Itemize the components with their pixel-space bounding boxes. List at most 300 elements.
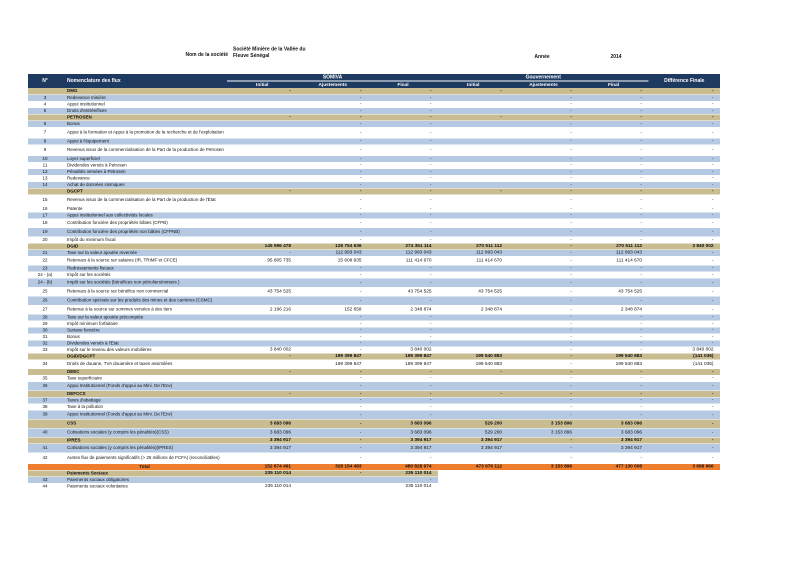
flux-row [28, 127, 720, 138]
flux-row [28, 145, 720, 156]
cell-value: - [298, 278, 369, 287]
flux-row [28, 305, 720, 314]
cell-label: Retenues à la source sur bénéfice non commercial [62, 287, 227, 296]
cell-value: - [649, 391, 721, 398]
cell-label: Appui Institutionnel (Fonds d'appui au Mini. De l'Env) [62, 382, 227, 391]
cell-value: - [649, 175, 721, 182]
cell-value: - [649, 121, 721, 128]
cell-value: 2 348 874 [368, 305, 438, 314]
cell-value: - [368, 101, 438, 108]
cell-value: - [298, 340, 369, 347]
cell-num: 39 [28, 410, 62, 419]
cell-value: 3 683 096 [368, 419, 438, 428]
cell-value [227, 360, 298, 369]
cell-num: 4 [28, 101, 62, 108]
cell-value: - [368, 127, 438, 138]
cell-value: - [579, 453, 649, 464]
cell-label: Impôt sur le revenu des valeurs mobilières [62, 347, 227, 354]
cell-value: - [298, 419, 369, 428]
cell-value [227, 382, 298, 391]
cell-value: - [368, 237, 438, 244]
cell-value: 111 414 670 [438, 256, 509, 265]
cell-value: - [298, 404, 369, 411]
cell-num: 23 [28, 265, 62, 272]
cell-value: 3 683 096 [579, 428, 649, 437]
header-somiva-initial: Initial [227, 81, 298, 88]
cell-value: - [368, 296, 438, 305]
cell-value: - [649, 334, 721, 341]
cell-value: - [649, 327, 721, 334]
cell-value [438, 382, 509, 391]
cell-value: - [579, 391, 649, 398]
cell-value: 199 540 883 [438, 360, 509, 369]
cell-num: 9 [28, 145, 62, 156]
cell-value: 3 394 917 [579, 437, 649, 444]
cell-value: - [509, 127, 579, 138]
cell-value: - [579, 195, 649, 206]
cell-value: - [509, 250, 579, 257]
cell-value [227, 278, 298, 287]
cell-value: 199 399 847 [298, 360, 369, 369]
cell-value: - [649, 369, 721, 376]
cell-label: Appui Institutionnel (Fonds d'appui au Mini. De l'Env) [62, 410, 227, 419]
cell-value: - [579, 169, 649, 176]
cell-value: - [509, 121, 579, 128]
cell-value: - [509, 375, 579, 382]
cell-value: 43 754 525 [579, 287, 649, 296]
cell-value: - [509, 314, 579, 321]
cell-value: (141 036) [649, 360, 721, 369]
cell-value: - [649, 296, 721, 305]
cell-value: - [579, 114, 649, 121]
cell-num: 12 [28, 169, 62, 176]
cell-value: - [579, 375, 649, 382]
cell-value: - [649, 108, 721, 115]
cell-value: - [579, 347, 649, 354]
cell-value: 3 840 002 [649, 243, 721, 250]
cell-value: - [509, 391, 579, 398]
cell-value: - [649, 272, 721, 279]
cell-value: - [579, 108, 649, 115]
cell-value: - [298, 453, 369, 464]
cell-value: - [368, 108, 438, 115]
flux-row [28, 219, 720, 228]
cell-label: Appui institutionnel [62, 101, 227, 108]
header-somiva-final: Final [368, 81, 438, 88]
cell-value: 199 540 883 [579, 353, 649, 360]
cell-value: 2 196 216 [227, 305, 298, 314]
cell-value: - [298, 182, 369, 189]
cell-value [438, 296, 509, 305]
cell-value: 473 976 112 [438, 464, 509, 471]
cell-value: - [368, 453, 438, 464]
cell-value: - [298, 444, 369, 453]
cell-value: - [368, 182, 438, 189]
cell-value: - [298, 237, 369, 244]
header-gouv-ajustements: Ajustements [509, 81, 579, 88]
cell-value: 3 394 917 [579, 444, 649, 453]
cell-num: 10 [28, 156, 62, 163]
cell-value: - [509, 305, 579, 314]
cell-value: - [509, 382, 579, 391]
cell-label: Impôt minimum forfaitaire [62, 321, 227, 328]
cell-value: - [227, 353, 298, 360]
cell-value: - [579, 314, 649, 321]
cell-value: - [298, 428, 369, 437]
cell-value: - [579, 88, 649, 95]
cell-label: Revenus issus de la commercialisation de la Part de la production de Petrosen [62, 145, 227, 156]
cell-value: - [227, 188, 298, 195]
cell-num: 25 [28, 287, 62, 296]
cell-value [438, 410, 509, 419]
cell-value: - [509, 195, 579, 206]
cell-value: - [298, 296, 369, 305]
cell-value [438, 453, 509, 464]
cell-value: - [579, 327, 649, 334]
cell-label: Impôt sur les sociétés [62, 272, 227, 279]
cell-value: 3 394 917 [438, 444, 509, 453]
cell-value: 235 110 014 [227, 470, 298, 477]
cell-value: - [227, 114, 298, 121]
cell-value: - [579, 397, 649, 404]
cell-value: - [298, 162, 369, 169]
cell-value: - [509, 206, 579, 213]
cell-value: - [298, 287, 369, 296]
cell-value: - [509, 444, 579, 453]
company-name-label: Nom de la société [185, 52, 228, 58]
cell-label: Impôt du minimum fiscal [62, 237, 227, 244]
cell-value: - [368, 212, 438, 219]
cell-value: - [368, 188, 438, 195]
cell-value: - [438, 188, 509, 195]
cell-label: Dividendes versés à l'Etat [62, 340, 227, 347]
cell-value: - [298, 138, 369, 145]
cell-value: 529 200 [438, 419, 509, 428]
cell-value: - [368, 145, 438, 156]
cell-value: - [649, 195, 721, 206]
cell-num: 36 [28, 382, 62, 391]
cell-value: - [579, 145, 649, 156]
cell-value: - [368, 206, 438, 213]
cell-label: Appui institutionnel aux collectivités locales [62, 212, 227, 219]
cell-value: - [579, 334, 649, 341]
cell-label: DEEC [62, 369, 227, 376]
header-somiva-ajustements: Ajustements [298, 81, 369, 88]
cell-label: IPRES [62, 437, 227, 444]
cell-value: 3 683 096 [579, 419, 649, 428]
cell-num: 11 [28, 162, 62, 169]
cell-num: 26 [28, 296, 62, 305]
cell-value: 112 993 043 [579, 250, 649, 257]
cell-value: 3 698 966 [649, 464, 721, 471]
cell-value: - [579, 101, 649, 108]
cell-value: - [509, 296, 579, 305]
flux-row [28, 382, 720, 391]
cell-value: - [368, 228, 438, 237]
cell-value: 3 840 002 [227, 347, 298, 354]
cell-value: 152 674 491 [227, 464, 298, 471]
cell-value: - [298, 145, 369, 156]
header-somiva: SOMIVA [227, 74, 438, 81]
cell-label: Taxe sur la valeur ajoutée précomptée [62, 314, 227, 321]
cell-value: - [368, 156, 438, 163]
cell-value: - [509, 437, 579, 444]
cell-value: - [298, 114, 369, 121]
cell-value: - [649, 212, 721, 219]
cell-value: - [509, 256, 579, 265]
cell-value: - [649, 453, 721, 464]
cell-value: 199 399 847 [298, 353, 369, 360]
flux-row [28, 483, 720, 490]
cell-label: Surtaxe foncière [62, 327, 227, 334]
cell-value: 3 683 096 [227, 428, 298, 437]
cell-value: - [509, 212, 579, 219]
cell-value: - [509, 347, 579, 354]
cell-value: - [649, 305, 721, 314]
cell-num: 42 [28, 453, 62, 464]
cell-value: - [298, 127, 369, 138]
cell-value: - [298, 410, 369, 419]
cell-value [227, 145, 298, 156]
cell-value: - [298, 121, 369, 128]
cell-value: - [509, 188, 579, 195]
flux-row [28, 410, 720, 419]
cell-value: - [649, 419, 721, 428]
cell-value: - [579, 237, 649, 244]
cell-value: - [509, 272, 579, 279]
cell-value [438, 145, 509, 156]
cell-value: - [649, 206, 721, 213]
cell-value: - [579, 162, 649, 169]
cell-value: - [509, 453, 579, 464]
cell-value: - [649, 219, 721, 228]
cell-label: Taxes d'abattage [62, 397, 227, 404]
cell-value: 15 608 935 [298, 256, 369, 265]
cell-value: - [298, 347, 369, 354]
cell-value: - [649, 321, 721, 328]
cell-label: Pénalités versées à Petrosen [62, 169, 227, 176]
cell-value: - [227, 369, 298, 376]
cell-value: - [649, 265, 721, 272]
cell-value: - [368, 391, 438, 398]
cell-value: - [509, 95, 579, 102]
cell-value: - [298, 321, 369, 328]
cell-value: - [227, 391, 298, 398]
cell-value: - [298, 219, 369, 228]
cell-value: - [579, 228, 649, 237]
cell-value: - [298, 206, 369, 213]
cell-value: - [298, 108, 369, 115]
cell-value: 3 394 917 [438, 437, 509, 444]
cell-num: 14 [28, 182, 62, 189]
cell-value: - [509, 404, 579, 411]
cell-value: - [649, 382, 721, 391]
cell-value: - [579, 121, 649, 128]
cell-value: - [298, 228, 369, 237]
cell-value: - [368, 162, 438, 169]
cell-label: Loyer superficiel [62, 156, 227, 163]
cell-value: - [649, 95, 721, 102]
cell-value: 480 828 974 [368, 464, 438, 471]
flux-row [28, 278, 720, 287]
cell-value: 270 511 112 [438, 243, 509, 250]
cell-label: Taxe à la pollution [62, 404, 227, 411]
cell-value: 235 110 014 [368, 470, 438, 477]
cell-label: PETROSEN [62, 114, 227, 121]
cell-num: 22 [28, 256, 62, 265]
cell-value: - [438, 391, 509, 398]
cell-value: - [509, 145, 579, 156]
cell-label: Taxe superficiaire [62, 375, 227, 382]
cell-value: - [649, 278, 721, 287]
cell-value [227, 410, 298, 419]
cell-value: - [368, 321, 438, 328]
cell-value: 3 840 002 [649, 347, 721, 354]
header-gouv-initial: Initial [438, 81, 509, 88]
header-num: N° [28, 74, 62, 88]
cell-value: - [649, 156, 721, 163]
cell-value: - [509, 360, 579, 369]
cell-value: - [649, 404, 721, 411]
flux-row [28, 296, 720, 305]
cell-num: 6 [28, 121, 62, 128]
cell-value: 477 130 008 [579, 464, 649, 471]
cell-value: 199 540 883 [438, 353, 509, 360]
cell-num: 3 [28, 95, 62, 102]
cell-value: - [368, 265, 438, 272]
cell-value: - [579, 265, 649, 272]
cell-num: 40 [28, 428, 62, 437]
cell-value: - [649, 444, 721, 453]
cell-value: - [368, 340, 438, 347]
cell-value: - [298, 327, 369, 334]
cell-value [227, 219, 298, 228]
cell-value: - [298, 88, 369, 95]
cell-value: 529 200 [438, 428, 509, 437]
cell-num: 37 [28, 397, 62, 404]
cell-value: - [579, 138, 649, 145]
cell-value [298, 483, 369, 490]
cell-value: - [509, 327, 579, 334]
cell-value: - [368, 375, 438, 382]
cell-value: 111 414 670 [579, 256, 649, 265]
cell-num: 15 [28, 195, 62, 206]
cell-value: - [298, 382, 369, 391]
cell-num: 43 [28, 477, 62, 484]
cell-value: - [509, 334, 579, 341]
cell-value: - [227, 88, 298, 95]
cell-value: 328 154 483 [298, 464, 369, 471]
cell-label: Patente [62, 206, 227, 213]
cell-value: - [509, 353, 579, 360]
cell-value: 235 110 014 [227, 483, 298, 490]
cell-value: - [368, 382, 438, 391]
cell-num: 34 [28, 360, 62, 369]
cell-value: - [579, 95, 649, 102]
cell-value: - [649, 169, 721, 176]
cell-value: - [649, 397, 721, 404]
cell-value: - [509, 278, 579, 287]
cell-num: 24 - (a) [28, 272, 62, 279]
cell-value: - [298, 314, 369, 321]
flux-table-body [28, 88, 720, 490]
cell-label: Total [62, 464, 227, 471]
cell-label: Droits de douane, TVA douanière et taxes assimilées [62, 360, 227, 369]
cell-value: - [368, 272, 438, 279]
cell-value: 199 399 847 [368, 353, 438, 360]
cell-value: 3 683 096 [227, 419, 298, 428]
cell-value [438, 228, 509, 237]
cell-label: Impôt sur les sociétés (bénéfices non pétroliers/miniers ) [62, 278, 227, 287]
cell-label: DGID [62, 243, 227, 250]
cell-value: - [298, 195, 369, 206]
cell-value: - [438, 369, 509, 376]
cell-num: 17 [28, 212, 62, 219]
cell-value: 112 993 043 [368, 250, 438, 257]
cell-value: - [649, 410, 721, 419]
cell-value: - [368, 88, 438, 95]
cell-value: - [298, 369, 369, 376]
cell-value: - [298, 212, 369, 219]
cell-value: - [368, 477, 438, 484]
cell-num: 38 [28, 404, 62, 411]
cell-num: 5 [28, 108, 62, 115]
cell-value: 111 414 670 [368, 256, 438, 265]
cell-label: Bonus [62, 334, 227, 341]
cell-label: Revenus issus de la commercialisation de la Part de la production de l'État [62, 195, 227, 206]
cell-value: - [579, 156, 649, 163]
header-gouv-final: Final [579, 81, 649, 88]
cell-value: - [368, 138, 438, 145]
cell-label: CSS [62, 419, 227, 428]
cell-value: 43 754 525 [368, 287, 438, 296]
cell-value: - [509, 237, 579, 244]
cell-value: 199 540 883 [579, 360, 649, 369]
cell-value: - [579, 219, 649, 228]
cell-value: 3 394 917 [368, 444, 438, 453]
cell-value: - [579, 369, 649, 376]
cell-value: - [509, 114, 579, 121]
cell-label: Bonus [62, 121, 227, 128]
cell-value: - [368, 195, 438, 206]
cell-value: - [579, 175, 649, 182]
cell-value: - [509, 287, 579, 296]
cell-value: - [509, 175, 579, 182]
cell-value: - [649, 340, 721, 347]
cell-value: - [298, 95, 369, 102]
cell-value: - [649, 182, 721, 189]
cell-value: - [509, 321, 579, 328]
cell-value: - [579, 382, 649, 391]
flux-row [28, 444, 720, 453]
cell-value: 95 805 735 [227, 256, 298, 265]
cell-label: Autres flux de paiements significatifs (> 25 millions de FCFA) (reconciliables) [62, 453, 227, 464]
cell-label: Appui à la formation et Appui à la promotion de la recherche et de l'exploitation [62, 127, 227, 138]
cell-num: 31 [28, 334, 62, 341]
cell-value: - [509, 219, 579, 228]
cell-value: - [509, 410, 579, 419]
header-flux: Nomenclature des flux [62, 74, 227, 88]
cell-value: - [368, 114, 438, 121]
table-header [28, 74, 720, 88]
cell-value: - [509, 162, 579, 169]
cell-value: - [298, 470, 369, 477]
cell-num: 20 [28, 237, 62, 244]
cell-value: - [298, 169, 369, 176]
cell-value: 2 348 874 [438, 305, 509, 314]
cell-value: - [368, 95, 438, 102]
cell-value: 112 993 043 [298, 250, 369, 257]
